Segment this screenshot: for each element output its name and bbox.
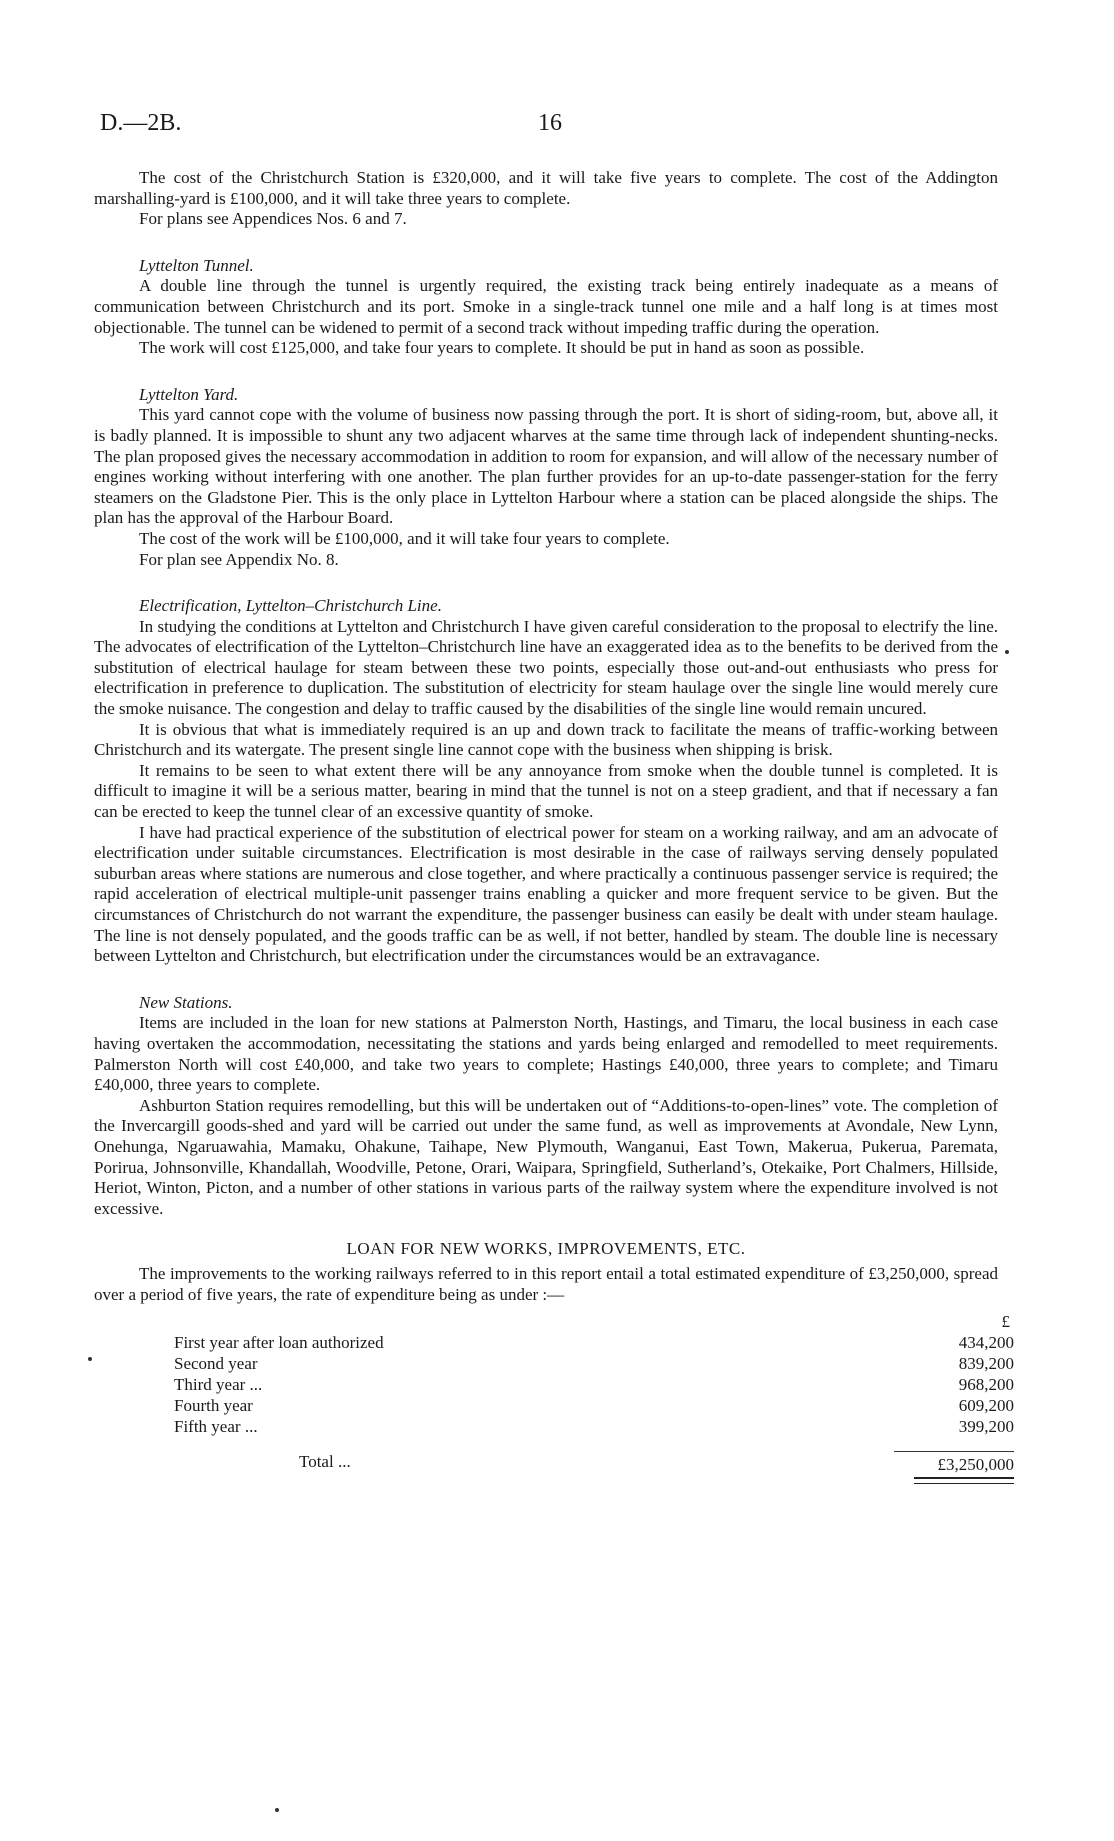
table-row bbox=[174, 1353, 1014, 1374]
paragraph: A double line through the tunnel is urgently required, the existing track being entirely inadequate as a means of communication between Christchurch and its port. Smoke in a single-track tunnel one mile and a half long is at times most objectionable. The tunnel can be widened to permit of a second track without impeding traffic during the operation. bbox=[94, 276, 998, 337]
paragraph: It remains to be seen to what extent there will be any annoyance from smoke when the double tunnel is completed. It is difficult to imagine it will be a serious matter, bearing in mind that the tunnel is not on a steep gradient, and that if necessary a fan can be erected to keep the tunnel clear of an excessive quantity of smoke. bbox=[94, 760, 998, 822]
table-row bbox=[174, 1395, 1014, 1416]
print-speck bbox=[88, 1357, 92, 1361]
document-code: D.—2B. bbox=[100, 110, 182, 136]
section-electrification bbox=[94, 596, 998, 967]
section-lyttelton-tunnel bbox=[94, 256, 998, 359]
row-value: 609,200 bbox=[958, 1396, 1014, 1416]
print-speck bbox=[275, 1808, 279, 1812]
total-row bbox=[174, 1447, 1014, 1477]
print-speck bbox=[1005, 650, 1009, 654]
intro-paragraph: The cost of the Christchurch Station is £320,000, and it will take five years to complete. The cost of the Addington marshalling-yard is £100,000, and it will take three years to complete. bbox=[94, 168, 998, 208]
table-row bbox=[174, 1374, 1014, 1395]
paragraph: It is obvious that what is immediately required is an up and down track to facilitate the means of traffic-working between Christchurch and its watergate. The present single line cannot cope with the business when shipping is brisk. bbox=[94, 719, 998, 760]
paragraph: The work will cost £125,000, and take four years to complete. It should be put in hand as soon as possible. bbox=[139, 338, 865, 358]
page-header bbox=[100, 110, 1000, 140]
row-value: 434,200 bbox=[958, 1333, 1014, 1353]
paragraph: For plan see Appendix No. 8. bbox=[139, 549, 339, 569]
expenditure-table bbox=[174, 1311, 1014, 1477]
row-label: First year after loan authorized bbox=[174, 1333, 384, 1353]
table-row bbox=[174, 1332, 1014, 1353]
paragraph: In studying the conditions at Lyttelton and Christchurch I have given careful consideration to the proposal to electrify the line. The advocates of electrification of the Lyttelton–Christchurch line have an exaggerated idea as to the benefits to be derived from the substitution of electrical haulage for steam between these two points, especially those out-and-out enthusiasts who press for electrification in preference to duplication. The substitution of electricity for steam haulage over the single line would merely cure the smoke nuisance. The congestion and delay to traffic caused by the disabilities of the single line would remain uncured. bbox=[94, 616, 998, 719]
table-row bbox=[174, 1416, 1014, 1437]
section-new-stations bbox=[94, 993, 998, 1220]
row-label: Fifth year ... bbox=[174, 1417, 258, 1437]
row-value: 839,200 bbox=[958, 1354, 1014, 1374]
section-lyttelton-yard bbox=[94, 385, 998, 570]
row-value: 968,200 bbox=[958, 1375, 1014, 1395]
currency-unit-label: £ bbox=[1001, 1312, 1010, 1332]
total-value: £3,250,000 bbox=[894, 1451, 1014, 1475]
paragraph: I have had practical experience of the substitution of electrical power for steam on a working railway, and am an advocate of electrification under suitable circumstances. Electrification is most desirable in the case of railways serving densely populated suburban areas where stations are numerous and close together, and where practically a continuous passenger service is required; the rapid acceleration of electrical multiple-unit passenger trains enabling a quicker and more frequent service to be given. But the circumstances of Christchurch do not warrant the expenditure, the passenger business can easily be dealt with under steam haulage. The line is not densely populated, and the goods traffic can be as well, if not better, handled by steam. The double line is necessary between Lyttelton and Christchurch, but electrification under the circumstances would be an extravagance. bbox=[94, 822, 998, 966]
paragraph: Ashburton Station requires remodelling, but this will be undertaken out of “Additions-to-open-lines” vote. The completion of the Invercargill goods-shed and yard will be carried out under the same fund, as well as improvements at Avondale, New Lynn, Onehunga, Ngaruawahia, Mamaku, Ohakune, Taihape, New Plymouth, Wanganui, East Town, Makerua, Pukerua, Paremata, Porirua, Johnsonville, Khandallah, Woodville, Petone, Orari, Waipara, Springfield, Sutherland’s, Otekaike, Port Chalmers, Hillside, Heriot, Winton, Picton, and a number of other stations in various parts of the railway system where the expenditure involved is not excessive. bbox=[94, 1095, 998, 1218]
paragraph: This yard cannot cope with the volume of business now passing through the port. It is short of siding-room, but, above all, it is badly planned. It is impossible to shunt any two adjacent wharves at the same time through lack of independent shunting-necks. The plan proposed gives the necessary accommodation in addition to room for expansion, and will allow of the necessary number of engines working without interfering with one another. The plan further provides for an up-to-date passenger-station for the ferry steamers on the Gladstone Pier. This is the only place in Lyttelton Harbour where a station can be placed alongside the ships. The plan has the approval of the Harbour Board. bbox=[94, 405, 998, 528]
section-heading: Lyttelton Yard. bbox=[139, 384, 239, 404]
row-value: 399,200 bbox=[958, 1417, 1014, 1437]
document-body bbox=[94, 168, 1014, 1477]
row-label: Second year bbox=[174, 1354, 258, 1374]
loan-intro-paragraph: The improvements to the working railways referred to in this report entail a total estimated expenditure of £3,250,000, spread over a period of five years, the rate of expenditure being as under :— bbox=[94, 1263, 998, 1304]
loan-section-title: LOAN FOR NEW WORKS, IMPROVEMENTS, ETC. bbox=[346, 1239, 746, 1259]
row-label: Fourth year bbox=[174, 1396, 253, 1416]
paragraph: The cost of the work will be £100,000, and it will take four years to complete. bbox=[139, 528, 670, 548]
section-heading: Lyttelton Tunnel. bbox=[139, 255, 254, 275]
section-heading: Electrification, Lyttelton–Christchurch Line. bbox=[139, 596, 442, 616]
section-heading: New Stations. bbox=[139, 992, 233, 1012]
intro-paragraph: For plans see Appendices Nos. 6 and 7. bbox=[139, 209, 407, 229]
double-underline bbox=[914, 1477, 1014, 1484]
total-label: Total ... bbox=[299, 1452, 351, 1472]
page-number: 16 bbox=[538, 110, 562, 136]
row-label: Third year ... bbox=[174, 1375, 263, 1395]
paragraph: Items are included in the loan for new stations at Palmerston North, Hastings, and Timaru, the local business in each case having overtaken the accommodation, necessitating the stations and yards being enlarged and remodelled to meet requirements. Palmerston North will cost £40,000, and take two years to complete; Hastings £40,000, three years to complete; and Timaru £40,000, three years to complete. bbox=[94, 1013, 998, 1095]
